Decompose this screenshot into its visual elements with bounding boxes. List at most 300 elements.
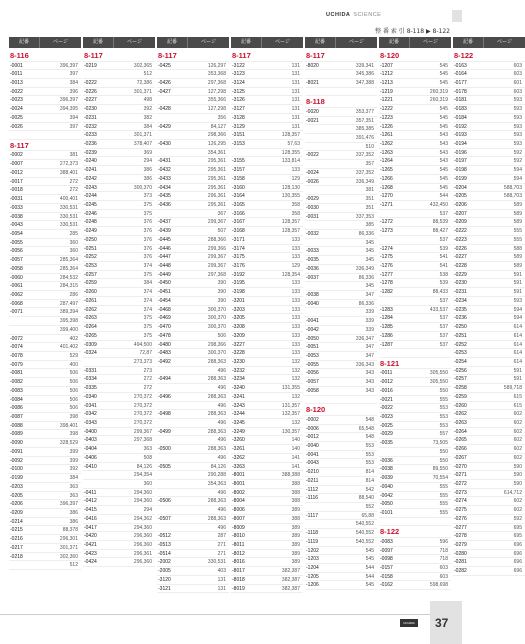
item-pages: 388 xyxy=(291,515,300,522)
index-column xyxy=(305,37,377,593)
item-code: -3203 xyxy=(232,306,245,313)
index-row xyxy=(453,332,525,341)
section-code: 8-117 xyxy=(232,51,251,60)
item-pages: 602 xyxy=(513,454,522,461)
index-row xyxy=(453,454,525,463)
item-pages: 133 xyxy=(291,289,300,296)
item-pages: 72,386 xyxy=(136,79,152,86)
item-pages: 591 xyxy=(513,367,522,374)
index-row xyxy=(379,114,451,123)
item-pages: 548 xyxy=(365,434,374,441)
item-code: -0038 xyxy=(306,291,319,298)
item-code: -0011 xyxy=(380,370,393,377)
item-pages: 330,531 xyxy=(59,204,78,211)
item-pages: 392 xyxy=(69,466,78,473)
item-code: -0037 xyxy=(306,274,319,281)
item-pages: 343 xyxy=(365,370,374,377)
item-pages: 127,298 xyxy=(207,106,226,113)
item-code: -1266 xyxy=(380,175,393,182)
item-pages: 550 xyxy=(439,457,448,464)
item-pages: 615 xyxy=(513,393,522,400)
item-code: -1222 xyxy=(380,106,393,113)
index-row xyxy=(231,419,303,428)
index-row xyxy=(305,564,377,573)
item-pages: 537 xyxy=(439,332,448,339)
index-row xyxy=(9,430,81,439)
index-row xyxy=(231,314,303,323)
item-code xyxy=(305,70,334,78)
index-row xyxy=(231,567,303,576)
item-code: -3158 xyxy=(232,175,245,182)
item-pages: 590 xyxy=(513,472,522,479)
item-code xyxy=(379,518,408,526)
item-pages: 506 xyxy=(69,370,78,377)
item-code: -3166 xyxy=(232,210,245,217)
item-code: -3168 xyxy=(232,228,245,235)
index-row xyxy=(9,404,81,413)
item-code: -1265 xyxy=(380,167,393,174)
item-code: -8018 xyxy=(232,576,245,583)
index-row xyxy=(305,178,377,187)
item-code: -0051 xyxy=(306,344,319,351)
index-row xyxy=(9,352,81,361)
item-pages: 374 xyxy=(143,297,152,304)
item-code: -0192 xyxy=(454,123,467,130)
index-row xyxy=(305,204,377,213)
item-code: -0226 xyxy=(84,88,97,95)
index-row xyxy=(379,341,451,350)
item-pages: 295,361 xyxy=(207,175,226,182)
item-pages: 347 xyxy=(365,353,374,359)
item-pages: 496 xyxy=(217,454,226,461)
item-pages: 589 xyxy=(513,210,522,217)
item-pages: 270,372 xyxy=(133,393,152,400)
item-pages: 402 xyxy=(69,335,78,342)
item-code: -0264 xyxy=(84,324,97,331)
item-code: -0263 xyxy=(84,315,97,322)
index-row xyxy=(9,308,81,317)
item-code: -3153 xyxy=(232,140,245,147)
index-row xyxy=(231,480,303,489)
item-pages: 396,397 xyxy=(59,62,78,69)
item-code: -0026 xyxy=(306,178,319,185)
item-code xyxy=(379,210,408,218)
item-pages: 288,363 xyxy=(207,358,226,365)
index-row xyxy=(231,341,303,350)
item-code: -0088 xyxy=(10,422,23,429)
item-code: -0254 xyxy=(454,358,467,365)
item-code: -3208 xyxy=(232,324,245,331)
index-row xyxy=(379,538,451,547)
index-row xyxy=(9,561,81,570)
item-code: -0087 xyxy=(10,414,23,421)
item-pages: 390 xyxy=(217,280,226,287)
item-pages: 603 xyxy=(439,573,448,580)
item-pages: 553 xyxy=(365,442,374,449)
index-row xyxy=(305,486,377,495)
index-row xyxy=(157,236,229,245)
item-code: -0012 xyxy=(10,169,23,176)
item-code: -0001 xyxy=(10,62,23,69)
item-code: -1268 xyxy=(380,184,393,191)
item-pages xyxy=(334,88,377,96)
item-pages: 88,433 xyxy=(432,289,448,296)
index-row xyxy=(9,291,81,300)
index-row xyxy=(379,430,451,439)
item-pages: 543 xyxy=(439,140,448,147)
index-row xyxy=(231,323,303,332)
item-pages: 496 xyxy=(217,489,226,496)
index-row xyxy=(379,192,451,201)
item-pages: 360 xyxy=(69,248,78,255)
index-row xyxy=(231,88,303,97)
item-code: -0244 xyxy=(84,193,97,200)
item-code xyxy=(157,149,186,157)
index-row xyxy=(9,131,81,140)
item-pages: 285,364 xyxy=(59,257,78,264)
index-row xyxy=(231,218,303,227)
index-row xyxy=(157,279,229,288)
index-row xyxy=(379,448,451,457)
index-row xyxy=(83,70,155,79)
index-row xyxy=(9,326,81,335)
index-row xyxy=(83,436,155,445)
item-code: -0236 xyxy=(454,315,467,322)
item-pages: 367 xyxy=(217,210,226,217)
item-pages: 296,360 xyxy=(133,533,152,540)
item-code: -0084 xyxy=(10,396,23,403)
index-row xyxy=(83,428,155,437)
item-pages: 301,371 xyxy=(133,88,152,95)
index-row xyxy=(9,123,81,132)
index-row xyxy=(231,558,303,567)
index-row xyxy=(83,253,155,262)
index-row xyxy=(305,529,377,538)
item-code: -1263 xyxy=(380,149,393,156)
index-row xyxy=(231,384,303,393)
item-pages: 369 xyxy=(143,149,152,156)
item-code: -0090 xyxy=(10,440,23,447)
index-row xyxy=(453,262,525,271)
item-code: -0253 xyxy=(454,350,467,357)
item-code: -1262 xyxy=(380,140,393,147)
item-code: -0499 xyxy=(158,428,171,435)
item-code: -1213 xyxy=(380,79,393,86)
item-pages: 593 xyxy=(513,97,522,104)
item-pages: 540,552 xyxy=(355,538,374,545)
item-pages: 336,347 xyxy=(355,335,374,342)
index-row xyxy=(305,442,377,451)
index-row xyxy=(231,192,303,201)
item-code: -0209 xyxy=(10,509,23,516)
item-pages: 389 xyxy=(291,524,300,531)
item-code: -0507 xyxy=(158,515,171,522)
item-code: -3244 xyxy=(232,411,245,418)
item-pages: 299,366 xyxy=(207,245,226,252)
item-code: -0230 xyxy=(454,280,467,287)
item-pages: 360 xyxy=(143,481,152,487)
item-pages: 537 xyxy=(439,341,448,348)
item-pages: 388 xyxy=(291,481,300,487)
item-pages: 381 xyxy=(69,152,78,159)
item-pages: 389 xyxy=(291,550,300,557)
item-code: -8006 xyxy=(232,507,245,514)
index-row xyxy=(157,123,229,132)
item-code: -0411 xyxy=(84,489,97,496)
item-pages: 601 xyxy=(513,79,522,86)
item-pages: 537 xyxy=(439,324,448,331)
item-code xyxy=(157,436,186,444)
item-pages: 538 xyxy=(439,271,448,278)
item-code: -0252 xyxy=(84,254,97,261)
item-pages: 296,361 xyxy=(133,550,152,557)
item-code: -0057 xyxy=(10,257,23,264)
index-row xyxy=(231,532,303,541)
index-row xyxy=(157,271,229,280)
item-pages: 592 xyxy=(513,515,522,522)
index-row xyxy=(231,62,303,71)
item-code xyxy=(157,402,186,410)
index-table xyxy=(9,37,522,593)
index-row xyxy=(231,210,303,219)
index-row xyxy=(83,279,155,288)
item-code: -0262 xyxy=(454,411,467,418)
item-pages: 336,349 xyxy=(355,178,374,185)
item-pages: 72,87 xyxy=(139,350,152,357)
item-pages: 271 xyxy=(217,542,226,549)
item-code: -0041 xyxy=(306,451,319,458)
item-pages: 353,377 xyxy=(355,108,374,115)
item-code: -0215 xyxy=(10,527,23,534)
item-pages: 614 xyxy=(513,332,522,339)
item-code: -0219 xyxy=(84,62,97,69)
section-code: 8-117 xyxy=(84,51,103,60)
index-row xyxy=(453,506,525,515)
item-pages: 545 xyxy=(365,582,374,589)
item-code: -8009 xyxy=(232,524,245,531)
item-pages: 337,352 xyxy=(355,169,374,176)
index-row xyxy=(231,585,303,594)
item-pages: 589,718 xyxy=(503,385,522,392)
item-code: -2005 xyxy=(158,568,171,575)
index-column xyxy=(453,37,525,593)
item-code: -0423 xyxy=(84,550,97,557)
item-code xyxy=(305,88,334,96)
item-pages: 328,529 xyxy=(59,440,78,447)
index-row xyxy=(305,134,377,143)
index-row xyxy=(379,149,451,158)
index-row xyxy=(231,489,303,498)
item-pages: 496 xyxy=(217,419,226,426)
item-code: -2002 xyxy=(158,559,171,566)
index-row xyxy=(9,70,81,79)
item-pages: 301,371 xyxy=(133,132,152,139)
item-pages: 358 xyxy=(291,202,300,208)
index-row xyxy=(83,558,155,567)
item-pages: 86,336 xyxy=(358,300,374,307)
item-code: -0424 xyxy=(84,559,97,566)
item-code: -1285 xyxy=(380,324,393,331)
index-row xyxy=(453,550,525,559)
item-pages: 614 xyxy=(513,324,522,331)
item-pages: 376 xyxy=(143,228,152,235)
item-code: -1275 xyxy=(380,254,393,261)
item-pages: 594 xyxy=(513,167,522,174)
item-code: -0494 xyxy=(158,376,171,383)
item-pages: 389 xyxy=(291,507,300,514)
item-pages: 284,532 xyxy=(59,274,78,281)
index-row xyxy=(231,524,303,533)
item-code: -0281 xyxy=(454,559,467,566)
item-code xyxy=(157,480,186,488)
item-code: -0197 xyxy=(454,158,467,165)
index-row xyxy=(453,62,525,71)
header-code: 記番 xyxy=(240,39,251,45)
index-row xyxy=(231,157,303,166)
section-heading xyxy=(157,50,229,62)
index-row xyxy=(231,349,303,358)
index-row xyxy=(453,70,525,79)
item-pages: 374 xyxy=(143,263,152,270)
item-code: -0331 xyxy=(84,367,97,374)
item-code: -3201 xyxy=(232,297,245,304)
item-pages: 384 xyxy=(69,79,78,86)
item-code: -0002 xyxy=(306,416,319,423)
item-code: -0263 xyxy=(454,419,467,426)
item-pages: 89,550 xyxy=(432,466,448,473)
index-row xyxy=(379,140,451,149)
index-row xyxy=(305,459,377,468)
item-code: -0342 xyxy=(84,411,97,418)
index-row xyxy=(379,332,451,341)
item-code: -0011 xyxy=(10,71,23,78)
index-row xyxy=(453,515,525,524)
item-code xyxy=(305,396,334,404)
item-code: -0448 xyxy=(158,263,171,270)
item-pages: 384 xyxy=(143,123,152,130)
index-row xyxy=(231,201,303,210)
index-row xyxy=(9,114,81,123)
item-pages: 133 xyxy=(291,245,300,252)
index-row xyxy=(305,555,377,564)
index-row xyxy=(83,314,155,323)
index-row xyxy=(305,425,377,434)
item-code: -0025 xyxy=(10,114,23,121)
index-row xyxy=(9,62,81,71)
section-heading xyxy=(83,50,155,62)
index-row xyxy=(9,343,81,352)
item-code: -0406 xyxy=(84,454,97,461)
item-code: -0250 xyxy=(84,236,97,243)
item-code: -0468 xyxy=(158,306,171,313)
item-code: -0210 xyxy=(306,469,319,476)
item-pages: 363 xyxy=(69,492,78,499)
index-column xyxy=(379,37,451,593)
item-code: -0021 xyxy=(306,117,319,124)
item-pages: 286 xyxy=(69,291,78,298)
item-code: -0031 xyxy=(306,213,319,220)
index-row xyxy=(83,288,155,297)
item-code: -0100 xyxy=(10,466,23,473)
item-code xyxy=(157,131,186,139)
index-row xyxy=(9,317,81,326)
item-code: -3126 xyxy=(232,97,245,104)
item-pages: 545 xyxy=(439,114,448,121)
item-pages: 552 xyxy=(365,504,374,510)
item-pages: 544 xyxy=(365,573,374,580)
item-pages: 386 xyxy=(143,175,152,182)
index-row xyxy=(83,131,155,140)
item-code: -0018 xyxy=(10,187,23,194)
index-row xyxy=(379,518,451,527)
item-pages: 385,385 xyxy=(355,126,374,133)
index-row xyxy=(305,88,377,97)
item-pages: 128,354 xyxy=(281,271,300,278)
item-pages: 375 xyxy=(143,324,152,331)
item-pages: 384 xyxy=(69,475,78,482)
item-pages: 539 xyxy=(439,245,448,252)
item-code: -1273 xyxy=(380,228,393,235)
item-code xyxy=(9,561,38,569)
index-row xyxy=(379,492,451,501)
item-pages: 133 xyxy=(291,350,300,357)
header-page: ページ xyxy=(39,37,81,48)
item-code: -0030 xyxy=(306,204,319,211)
item-code xyxy=(379,297,408,305)
index-row xyxy=(379,564,451,573)
index-row xyxy=(9,439,81,448)
header-page: ページ xyxy=(113,37,155,48)
index-row xyxy=(9,239,81,248)
index-row xyxy=(231,297,303,306)
item-pages: 388,401 xyxy=(59,169,78,176)
item-code: -1272 xyxy=(380,219,393,226)
index-row xyxy=(231,402,303,411)
item-pages: 131 xyxy=(291,123,300,130)
index-row xyxy=(157,96,229,105)
item-code: -1205 xyxy=(306,573,319,580)
index-row xyxy=(231,114,303,123)
index-row xyxy=(379,123,451,132)
item-code: -3195 xyxy=(232,280,245,287)
index-row xyxy=(83,105,155,114)
index-row xyxy=(9,361,81,370)
item-pages: 131 xyxy=(291,106,300,113)
index-row xyxy=(305,503,377,512)
item-pages: 128,357 xyxy=(281,132,300,139)
item-pages: 555 xyxy=(439,509,448,516)
item-pages: 133,814 xyxy=(281,158,300,165)
item-pages: 272 xyxy=(69,187,78,194)
item-code: -0211 xyxy=(306,477,319,484)
item-code xyxy=(305,143,334,151)
index-row xyxy=(305,282,377,291)
index-row xyxy=(9,213,81,222)
item-code xyxy=(379,236,408,244)
index-row xyxy=(379,465,451,474)
item-pages: 294,362 xyxy=(133,515,152,522)
item-code: -0428 xyxy=(158,106,171,113)
item-code: -0071 xyxy=(10,309,23,316)
item-pages: 496 xyxy=(217,524,226,531)
item-code: -0184 xyxy=(454,114,467,121)
item-code: -3241 xyxy=(232,393,245,400)
item-pages: 376 xyxy=(143,236,152,243)
index-row xyxy=(83,297,155,306)
item-pages: 588,703 xyxy=(503,193,522,200)
item-code: -0412 xyxy=(84,498,97,505)
index-row xyxy=(9,518,81,527)
